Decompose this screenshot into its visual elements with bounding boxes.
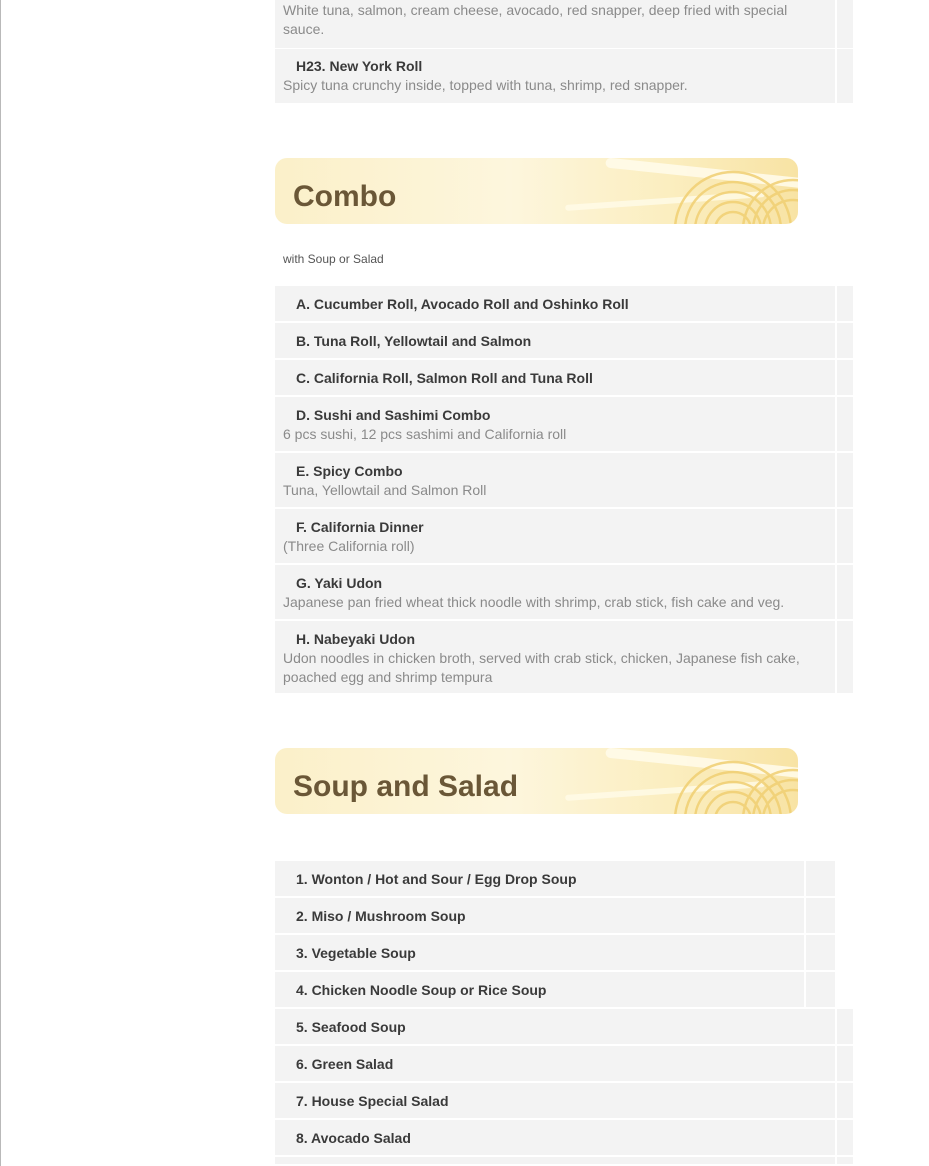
menu-item-description: White tuna, salmon, cream cheese, avocado, red snapper, deep fried with special sauce. [283, 2, 788, 37]
menu-item-price-cell [837, 453, 853, 507]
menu-item-name: 5. Seafood Soup [296, 1019, 406, 1035]
menu-item-price-cell [806, 898, 835, 933]
section-note: with Soup or Salad [283, 252, 384, 266]
menu-item-name: 6. Green Salad [296, 1056, 394, 1072]
seigaiha-wave-icon [658, 158, 798, 224]
menu-item-price-cell [837, 1157, 853, 1164]
section-banner-combo [275, 158, 798, 224]
menu-item-name: C. California Roll, Salmon Roll and Tuna Roll [296, 370, 593, 386]
menu-item[interactable] [275, 1083, 835, 1120]
menu-item[interactable] [275, 453, 835, 509]
menu-item-price-cell [837, 1009, 853, 1044]
menu-item[interactable] [275, 1120, 835, 1157]
menu-item-description: 6 pcs sushi, 12 pcs sashimi and California roll [283, 426, 567, 442]
menu-item-name: E. Spicy Combo [296, 463, 403, 479]
menu-item-price-cell [837, 286, 853, 321]
menu-item-price-cell [837, 323, 853, 358]
menu-item-name: 4. Chicken Noodle Soup or Rice Soup [296, 982, 547, 998]
seigaiha-wave-icon [658, 748, 798, 814]
menu-item-price-cell [837, 1120, 853, 1155]
menu-item[interactable] [275, 621, 835, 695]
menu-item-price-cell [837, 360, 853, 395]
menu-item[interactable] [275, 286, 835, 323]
section-title: Combo [293, 180, 397, 213]
section-banner-soup-salad [275, 748, 798, 814]
menu-item-description: Japanese pan fried wheat thick noodle with shrimp, crab stick, fish cake and veg. [283, 594, 785, 610]
menu-item-price-cell [837, 1046, 853, 1081]
menu-item[interactable] [275, 1046, 835, 1083]
menu-item-description: Tuna, Yellowtail and Salmon Roll [283, 482, 487, 498]
menu-item-name: H. Nabeyaki Udon [296, 631, 416, 647]
menu-item-description: (Three California roll) [283, 538, 415, 554]
menu-item-name: 7. House Special Salad [296, 1093, 449, 1109]
menu-item-name: A. Cucumber Roll, Avocado Roll and Oshinko Roll [296, 296, 629, 312]
menu-item-price-cell [806, 972, 835, 1007]
menu-item-name: G. Yaki Udon [296, 575, 383, 591]
menu-item-price-cell [837, 621, 853, 693]
menu-item[interactable] [275, 565, 835, 621]
menu-item[interactable] [275, 397, 835, 453]
menu-item-price-cell [837, 49, 853, 103]
menu-item-name: D. Sushi and Sashimi Combo [296, 407, 491, 423]
menu-item[interactable] [275, 861, 804, 898]
menu-item[interactable] [275, 323, 835, 360]
menu-item-name: F. California Dinner [296, 519, 424, 535]
menu-item-name: H23. New York Roll [296, 58, 423, 74]
menu-item[interactable] [275, 360, 835, 397]
menu-item-price-cell [837, 397, 853, 451]
menu-item-name: 3. Vegetable Soup [296, 945, 416, 961]
menu-item[interactable] [275, 1157, 835, 1166]
menu-item-price-cell [837, 509, 853, 563]
menu-item[interactable] [275, 1009, 835, 1046]
menu-item[interactable] [275, 509, 835, 565]
menu-item[interactable] [275, 898, 804, 935]
menu-item-price-cell [837, 565, 853, 619]
menu-item[interactable] [275, 0, 835, 50]
menu-item-price-cell [806, 861, 835, 896]
menu-item-price-cell [837, 1083, 853, 1118]
menu-item-name: 1. Wonton / Hot and Sour / Egg Drop Soup [296, 871, 577, 887]
menu-item[interactable] [275, 49, 835, 105]
section-title: Soup and Salad [293, 770, 519, 803]
menu-item[interactable] [275, 972, 804, 1009]
menu-item-description: Udon noodles in chicken broth, served with crab stick, chicken, Japanese fish cake, poached egg and shrimp tempura [283, 650, 800, 685]
menu-item-description: Spicy tuna crunchy inside, topped with tuna, shrimp, red snapper. [283, 77, 688, 93]
menu-item-name: 2. Miso / Mushroom Soup [296, 908, 466, 924]
menu-item-price-cell [837, 0, 853, 48]
menu-item-name: 8. Avocado Salad [296, 1130, 411, 1146]
menu-item-name: B. Tuna Roll, Yellowtail and Salmon [296, 333, 532, 349]
menu-item-price-cell [806, 935, 835, 970]
menu-item[interactable] [275, 935, 804, 972]
